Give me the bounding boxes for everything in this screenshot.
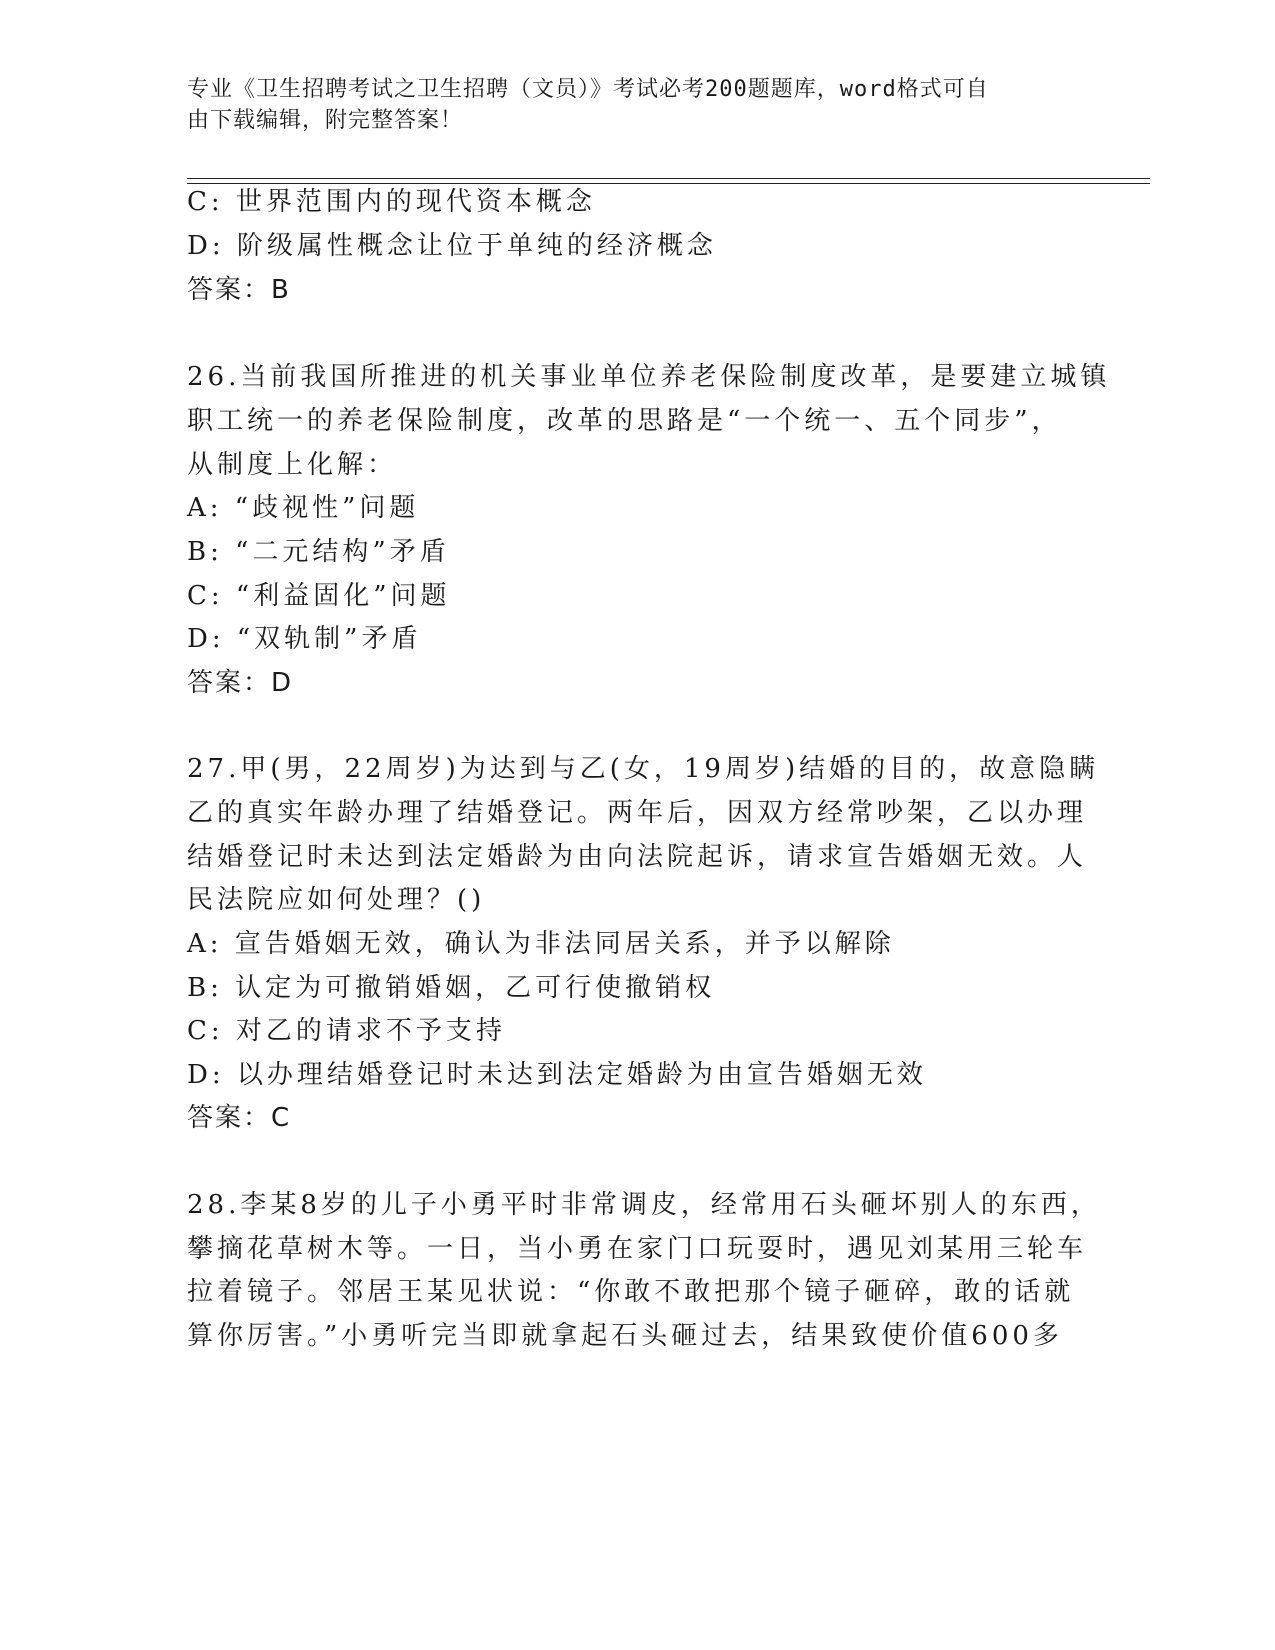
document-header <box>187 74 1067 136</box>
header-line-1: 专业《卫生招聘考试之卫生招聘（文员）》考试必考200题题库，word格式可自 <box>187 77 989 102</box>
header-divider-top <box>187 178 1150 179</box>
q28-stem-line-1: 28.李某8岁的儿子小勇平时非常调皮，经常用石头砸坏别人的东西， <box>187 1190 1101 1220</box>
q26-stem-line-1: 26.当前我国所推进的机关事业单位养老保险制度改革，是要建立城镇 <box>187 362 1111 392</box>
q27-stem-line-1: 27.甲(男，22周岁)为达到与乙(女，19周岁)结婚的目的，故意隐瞒 <box>187 754 1100 784</box>
header-line-2: 由下载编辑，附完整答案！ <box>187 108 464 133</box>
q28-stem-line-4: 算你厉害。”小勇听完当即就拿起石头砸过去，结果致使价值600多 <box>187 1321 1063 1351</box>
q27-option-a: A: 宣告婚姻无效，确认为非法同居关系，并予以解除 <box>187 929 895 959</box>
header-divider-bottom <box>187 183 1150 184</box>
q27-option-d: D: 以办理结婚登记时未达到法定婚龄为由宣告婚姻无效 <box>187 1060 927 1090</box>
q26-option-a: A: “歧视性”问题 <box>187 493 420 523</box>
q28-stem-line-2: 攀摘花草树木等。一日，当小勇在家门口玩耍时，遇见刘某用三轮车 <box>187 1234 1088 1264</box>
q25-option-d: D: 阶级属性概念让位于单纯的经济概念 <box>187 231 717 261</box>
q25-answer: 答案：B <box>187 275 291 305</box>
q27-stem-line-3: 结婚登记时未达到法定婚龄为由向法院起诉，请求宣告婚姻无效。人 <box>187 842 1088 872</box>
q27-option-b: B: 认定为可撤销婚姻，乙可行使撤销权 <box>187 973 716 1003</box>
q26-stem-line-3: 从制度上化解： <box>187 450 398 480</box>
q27-stem-line-4: 民法院应如何处理？() <box>187 885 486 915</box>
q26-option-d: D: “双轨制”矛盾 <box>187 624 422 654</box>
q26-option-b: B: “二元结构”矛盾 <box>187 537 450 567</box>
q25-option-c: C: 世界范围内的现代资本概念 <box>187 187 596 217</box>
q28-stem-line-3: 拉着镜子。邻居王某见状说：“你敢不敢把那个镜子砸碎，敢的话就 <box>187 1277 1075 1307</box>
q27-stem-line-2: 乙的真实年龄办理了结婚登记。两年后，因双方经常吵架，乙以办理 <box>187 798 1088 828</box>
q27-option-c: C: 对乙的请求不予支持 <box>187 1016 506 1046</box>
q26-option-c: C: “利益固化”问题 <box>187 581 451 611</box>
q27-answer: 答案：C <box>187 1103 292 1133</box>
q26-stem-line-2: 职工统一的养老保险制度，改革的思路是“一个统一、五个同步”， <box>187 406 1062 436</box>
q26-answer: 答案：D <box>187 668 294 698</box>
